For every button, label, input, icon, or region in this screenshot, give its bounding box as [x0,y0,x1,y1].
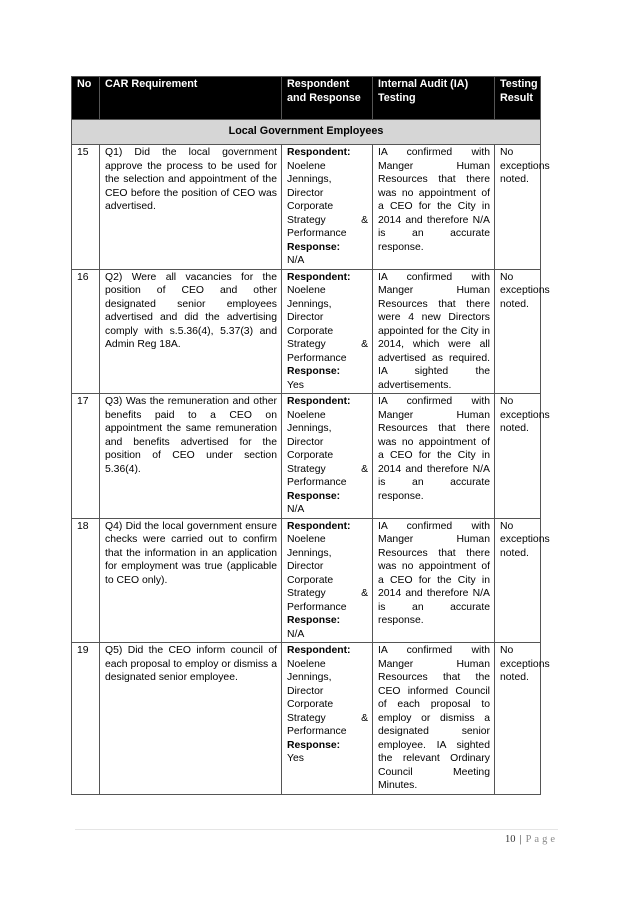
respondent-name: Noelene Jennings, Director Corporate Strategy & Performance [287,285,368,364]
respondent-name: Noelene Jennings, Director Corporate Strategy & Performance [287,160,368,239]
response-label: Response: [287,615,341,626]
row-number: 17 [72,394,100,519]
respondent-cell [282,269,373,394]
response-value: Yes [287,753,304,764]
table-row [72,145,541,270]
respondent-name: Noelene Jennings, Director Corporate Strategy & Performance [287,409,368,488]
testing-result-cell: No exceptions noted. [495,145,541,270]
car-requirement-cell: Q5) Did the CEO inform council of each proposal to employ or dismiss a designated senior employee. [100,643,282,795]
testing-result-cell: No exceptions noted. [495,269,541,394]
respondent-label: Respondent: [287,645,351,656]
section-row [72,120,541,145]
car-requirement-cell: Q4) Did the local government ensure checks were carried out to confirm that the information in an application for employment was true (applicable to CEO only). [100,518,282,643]
page-footer [505,834,558,845]
testing-result-cell: No exceptions noted. [495,394,541,519]
respondent-label: Respondent: [287,147,351,158]
table-row [72,394,541,519]
car-requirement-cell: Q1) Did the local government approve the process to be used for the selection and appointment of the CEO before the position of CEO was advertised. [100,145,282,270]
car-requirement-cell: Q2) Were all vacancies for the position of CEO and other designated senior employees advertised and did the advertising comply with s.5.36(4), 5.37(3) and Admin Reg 18A. [100,269,282,394]
row-number: 18 [72,518,100,643]
header-no: No [72,77,100,120]
page-number: 10 [504,834,516,845]
row-number: 16 [72,269,100,394]
header-ia-testing: Internal Audit (IA) Testing [373,77,495,120]
ia-testing-cell: IA confirmed with Manger Human Resources that the CEO informed Council of each proposal to employ or dismiss a designated senior employee. IA sighted the relevant Ordinary Council Meeting Minutes. [373,643,495,795]
respondent-name: Noelene Jennings, Director Corporate Strategy & Performance [287,658,368,737]
respondent-label: Respondent: [287,396,351,407]
ia-testing-cell: IA confirmed with Manger Human Resources that there was no appointment of a CEO for the City in 2014 and therefore N/A is an accurate response. [373,394,495,519]
ia-testing-cell: IA confirmed with Manger Human Resources that there were 4 new Directors appointed for the City in 2014, which were all advertised as required. IA sighted the advertisements. [373,269,495,394]
car-requirement-cell: Q3) Was the remuneration and other benefits paid to a CEO on appointment the same remuneration and benefits advertised for the position of CEO under section 5.36(4). [100,394,282,519]
response-value: N/A [287,504,305,515]
respondent-cell [282,145,373,270]
footer-divider [75,829,558,830]
response-label: Response: [287,366,341,377]
table-header-row [72,77,541,120]
table-row [72,518,541,643]
respondent-label: Respondent: [287,520,351,532]
response-value: Yes [287,379,304,391]
response-label: Response: [287,490,341,502]
response-value: N/A [287,628,305,640]
header-respondent-response: Respondent and Response [282,77,373,120]
respondent-name: Noelene Jennings, Director Corporate Strategy & Performance [287,534,368,613]
respondent-cell [282,394,373,519]
car-audit-table [71,76,550,795]
ia-testing-cell: IA confirmed with Manger Human Resources that there was no appointment of a CEO for the City in 2014 and therefore N/A is an accurate response. [373,518,495,643]
section-title: Local Government Employees [72,120,541,145]
header-car-requirement: CAR Requirement [100,77,282,120]
response-label: Response: [287,241,341,253]
page-separator: | [519,834,522,845]
respondent-cell [282,643,373,795]
response-value: N/A [287,255,305,266]
header-testing-result: Testing Result [495,77,541,120]
testing-result-cell: No exceptions noted. [495,518,541,643]
response-label: Response: [287,739,341,751]
ia-testing-cell: IA confirmed with Manger Human Resources that there was no appointment of a CEO for the City in 2014 and therefore N/A is an accurate response. [373,145,495,270]
respondent-cell [282,518,373,643]
row-number: 15 [72,145,100,270]
page-word: Page [525,834,558,845]
testing-result-cell: No exceptions noted. [495,643,541,795]
respondent-label: Respondent: [287,271,351,283]
table-row [72,643,541,795]
row-number: 19 [72,643,100,795]
table-row [72,269,541,394]
